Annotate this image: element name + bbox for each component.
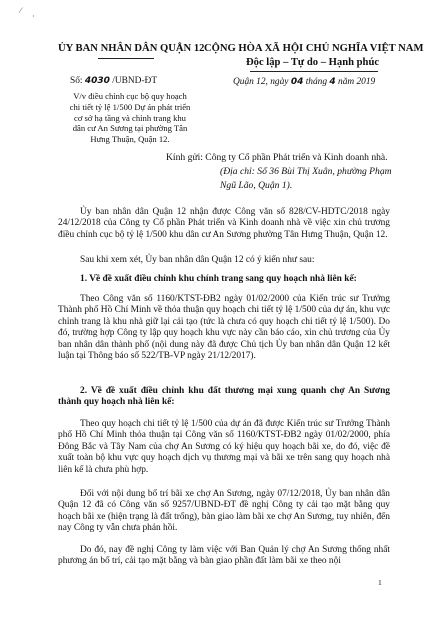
subject-line: chi tiết tỷ lệ 1/500 Dự án phát triển (69, 101, 191, 112)
corner-mark-a: ⁄ (20, 6, 22, 15)
paragraph-section-2: Theo quy hoạch chi tiết tỷ lệ 1/500 của dự án đã được Kiến trúc sư Trưởng Thành phố Hồ Chí Minh thỏa thuận tại Công văn số 1160/KTST-ĐB2 ngày 01/02/2000, phía Đông Bắc và Tây Nam của chợ An Sương có ký hiệu quy hoạch bãi xe, do đó, việc đề xuất toàn bộ khu vực quy hoạch dịch vụ thương mại và bãi xe trên sang quy hoạch nhà liên kế là chưa phù hợp. (58, 419, 390, 475)
paragraph-parking: Đối với nội dung bố trí bãi xe chợ An Sương, ngày 07/12/2018, Ủy ban nhân dân Quận 12 đã có Công văn số 9257/UBND-ĐT đề nghị Công ty cải tạo mặt bằng quy hoạch bãi xe (hiện trạng là đất trống), bàn giao làm bãi xe chợ An Sương, tuy nhiên, đến nay Công ty vẫn chưa phản hồi. (58, 489, 390, 534)
recipient-address-1: (Địa chỉ: Số 36 Bùi Thị Xuân, phường Phạm (220, 166, 392, 177)
paragraph-opinion: Sau khi xem xét, Ủy ban nhân dân Quận 12 có ý kiến như sau: (80, 255, 315, 265)
org-underline (98, 58, 154, 59)
date-mid: tháng (305, 77, 328, 87)
doc-date (233, 77, 375, 88)
doc-number-handwritten: 4030 (84, 76, 110, 86)
section-2-title: 2. Về đề xuất điều chỉnh khu đất thương mại xung quanh chợ An Sương thành quy hoạch nhà liên kế: (58, 386, 390, 408)
issuing-org: ỦY BAN NHÂN DÂN QUẬN 12 (58, 43, 205, 54)
date-prefix: Quận 12, ngày (233, 77, 289, 87)
subject-line: dân cư An Sương tại phường Tân (72, 123, 188, 134)
page-number: 1 (378, 578, 382, 587)
paragraph-intro: Ủy ban nhân dân Quận 12 nhận được Công văn số 828/CV-HDTC/2018 ngày 24/12/2018 của Công ty Cổ phần Phát triển và Kinh doanh nhà về việc xin chủ trương điều chỉnh cục bộ tỷ lệ 1/500 khu dân cư An Sương phường Tân Hưng Thuận, Quận 12. (58, 207, 390, 240)
paragraph-section-1: Theo Công văn số 1160/KTST-ĐB2 ngày 01/02/2000 của Kiến trúc sư Trưởng Thành phố Hồ Chí Minh về thỏa thuận quy hoạch chi tiết tỷ lệ 1/500 của dự án, khu vực chỉnh trang là khu nhà giữ lại cải tạo (tức là chưa có quy hoạch chi tiết tỷ lệ 1/500). Do đó, trường hợp Công ty lập quy hoạch khu vực này cần báo cáo, xin chủ trương của Ủy ban nhân dân thành phố (nội dung này đã được Chủ tịch Ủy ban nhân dân Quận 12 kết luận tại Thông báo số 522/TB-VP ngày 21/12/2017). (58, 294, 390, 362)
national-motto: Độc lập – Tự do – Hạnh phúc (246, 57, 380, 68)
subject-line: cơ sở hạ tầng và chỉnh trang khu (74, 112, 186, 123)
recipient-line: Kính gửi: Công ty Cổ phần Phát triển và Kinh doanh nhà. (166, 152, 388, 163)
date-month-handwritten: 4 (329, 77, 336, 87)
doc-subject (60, 91, 200, 145)
motto-underline (250, 71, 378, 72)
paragraph-request: Do đó, nay đề nghị Công ty làm việc với Ban Quản lý chợ An Sương thống nhất phương án bố trí, cải tạo mặt bằng và bàn giao phần đất làm bãi xe theo nội (58, 545, 390, 567)
subject-line: V/v điều chỉnh cục bộ quy hoạch (73, 91, 187, 101)
section-1-title: 1. Về đề xuất điều chỉnh khu chính trang sang quy hoạch nhà liên kế: (80, 274, 357, 284)
subject-line: Hưng Thuận, Quận 12. (90, 134, 170, 145)
doc-number-suffix: /UBND-ĐT (112, 76, 158, 86)
national-title: CỘNG HÒA XÃ HỘI CHỦ NGHĨA VIỆT NAM (204, 43, 424, 54)
date-year: năm 2019 (338, 77, 376, 87)
doc-number-prefix: Số: (70, 76, 83, 86)
date-day-handwritten: 04 (290, 77, 304, 87)
recipient-address-2: Ngũ Lão, Quận 1). (220, 180, 293, 191)
doc-number (70, 76, 157, 87)
corner-mark-b: · (32, 12, 35, 21)
